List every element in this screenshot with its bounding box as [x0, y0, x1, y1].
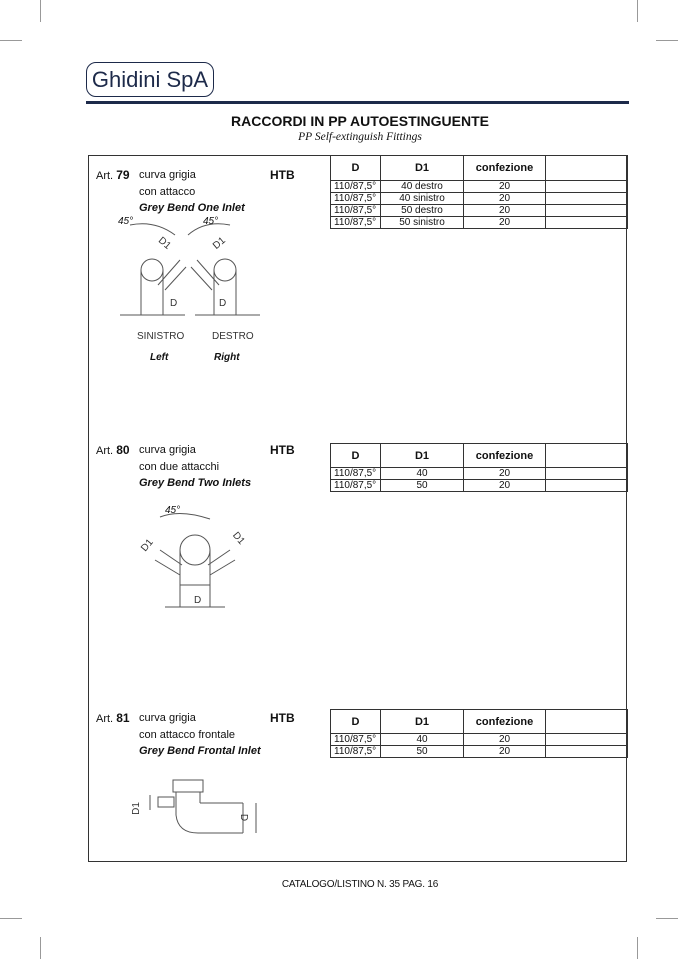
article-80-d1-right: D1 [230, 530, 247, 547]
col-d: D [331, 156, 381, 181]
table-cell: 20 [464, 193, 546, 205]
table-row [331, 193, 628, 205]
element [214, 259, 236, 281]
page-footer: CATALOGO/LISTINO N. 35 PAG. 16 [281, 879, 439, 890]
element [40, 0, 41, 22]
table-row [331, 734, 628, 746]
article-79-number [96, 168, 130, 182]
article-79-d-right: D [219, 298, 227, 309]
element [130, 224, 175, 235]
element [155, 560, 180, 575]
table-cell: 110/87,5° [331, 181, 381, 193]
company-logo: Ghidini SpA [86, 62, 214, 97]
table-header-cell: confezione [464, 710, 546, 734]
page-title: RACCORDI IN PP AUTOESTINGUENTE [231, 113, 489, 129]
table-cell: 110/87,5° [331, 217, 381, 229]
article-81-english: Grey Bend Frontal Inlet [139, 745, 261, 757]
element [176, 815, 243, 833]
article-81-d1: D1 [130, 802, 142, 815]
table-cell [546, 181, 628, 193]
article-80-code: HTB [270, 443, 295, 457]
table-header-cell: D1 [381, 710, 464, 734]
table-cell [546, 193, 628, 205]
article-81-table [330, 709, 628, 758]
article-81-code: HTB [270, 711, 295, 725]
table-cell: 110/87,5° [331, 468, 381, 480]
label-sinistro: SINISTRO [137, 331, 185, 342]
table-cell: 110/87,5° [331, 746, 381, 758]
table-cell: 40 [381, 468, 464, 480]
article-80-d1-left: D1 [139, 537, 156, 554]
element [160, 550, 182, 565]
table-cell: 20 [464, 480, 546, 492]
table-header-cell [546, 444, 628, 468]
article-79-table [330, 155, 628, 229]
label-right: Right [214, 352, 240, 363]
article-79-angle-left: 45° [118, 216, 134, 227]
table-cell [546, 205, 628, 217]
table-row [331, 181, 628, 193]
element [165, 267, 186, 290]
element [637, 0, 638, 22]
element [180, 535, 210, 565]
table-cell: 110/87,5° [331, 193, 381, 205]
element: Art. [96, 170, 114, 182]
article-81-desc1: curva grigia [139, 712, 196, 724]
article-80-number [96, 443, 130, 457]
article-80-angle: 45° [165, 505, 181, 516]
table-cell: 20 [464, 734, 546, 746]
element [331, 444, 628, 492]
article-81-d: D [238, 813, 250, 822]
article-79-drawing [100, 215, 270, 325]
article-79-d1-right: D1 [210, 235, 228, 252]
article-79-desc2: con attacco [139, 186, 196, 198]
table-cell: 20 [464, 217, 546, 229]
table-header-cell: D [331, 444, 381, 468]
element [208, 550, 230, 565]
table-cell: 20 [464, 746, 546, 758]
table-cell: 50 [381, 746, 464, 758]
article-79-english: Grey Bend One Inlet [139, 202, 245, 214]
article-80-desc2: con due attacchi [139, 461, 220, 473]
table-cell: 20 [464, 205, 546, 217]
element [141, 259, 163, 281]
table-row [331, 746, 628, 758]
table-header-cell: confezione [464, 444, 546, 468]
table-cell: 50 [381, 480, 464, 492]
table-cell: 20 [464, 468, 546, 480]
table-cell: 40 sinistro [381, 193, 464, 205]
table-cell [546, 480, 628, 492]
element [656, 40, 678, 41]
table-cell: 50 destro [381, 205, 464, 217]
table-cell: 40 destro [381, 181, 464, 193]
col-confezione: confezione [464, 156, 546, 181]
element [0, 40, 22, 41]
label-left: Left [150, 352, 169, 363]
element [656, 918, 678, 919]
element: 79 [116, 168, 130, 182]
table-header-cell [546, 156, 628, 181]
element: Art. [96, 713, 114, 725]
article-79-code: HTB [270, 168, 295, 182]
element [331, 710, 628, 734]
table-cell: 110/87,5° [331, 205, 381, 217]
page-subtitle: PP Self-extinguish Fittings [298, 131, 422, 143]
table-cell [546, 217, 628, 229]
table-row [331, 205, 628, 217]
element [0, 918, 22, 919]
element [331, 444, 628, 468]
article-79-angle-right: 45° [203, 216, 219, 227]
table-cell: 40 [381, 734, 464, 746]
element: 81 [116, 711, 130, 725]
element [637, 937, 638, 959]
article-79-d1-left: D1 [155, 235, 173, 252]
article-80-table [330, 443, 628, 492]
table-cell: 110/87,5° [331, 734, 381, 746]
element [40, 937, 41, 959]
element [331, 156, 628, 229]
element [158, 797, 174, 807]
col-d1: D1 [381, 156, 464, 181]
table-row [331, 217, 628, 229]
header-rule [86, 101, 629, 104]
article-80-d: D [194, 595, 202, 606]
table-header-cell: D1 [381, 444, 464, 468]
table-row [331, 480, 628, 492]
article-80-desc1: curva grigia [139, 444, 196, 456]
table-cell [546, 746, 628, 758]
element [331, 710, 628, 758]
table-header-cell [546, 710, 628, 734]
article-81-drawing [128, 775, 268, 845]
table-cell: 20 [464, 181, 546, 193]
table-cell: 110/87,5° [331, 480, 381, 492]
table-cell: 50 sinistro [381, 217, 464, 229]
table-row [331, 468, 628, 480]
element [191, 267, 212, 290]
element [331, 156, 628, 181]
table-cell [546, 734, 628, 746]
article-81-number [96, 711, 130, 725]
article-81-desc2: con attacco frontale [139, 729, 236, 741]
element [173, 780, 203, 792]
article-79-d-left: D [170, 298, 178, 309]
article-80-english: Grey Bend Two Inlets [139, 477, 252, 489]
table-header-cell: D [331, 710, 381, 734]
label-destro: DESTRO [212, 331, 254, 342]
element: Art. [96, 445, 114, 457]
element: 80 [116, 443, 130, 457]
article-79-desc1: curva grigia [139, 169, 196, 181]
table-cell [546, 468, 628, 480]
element [210, 560, 235, 575]
